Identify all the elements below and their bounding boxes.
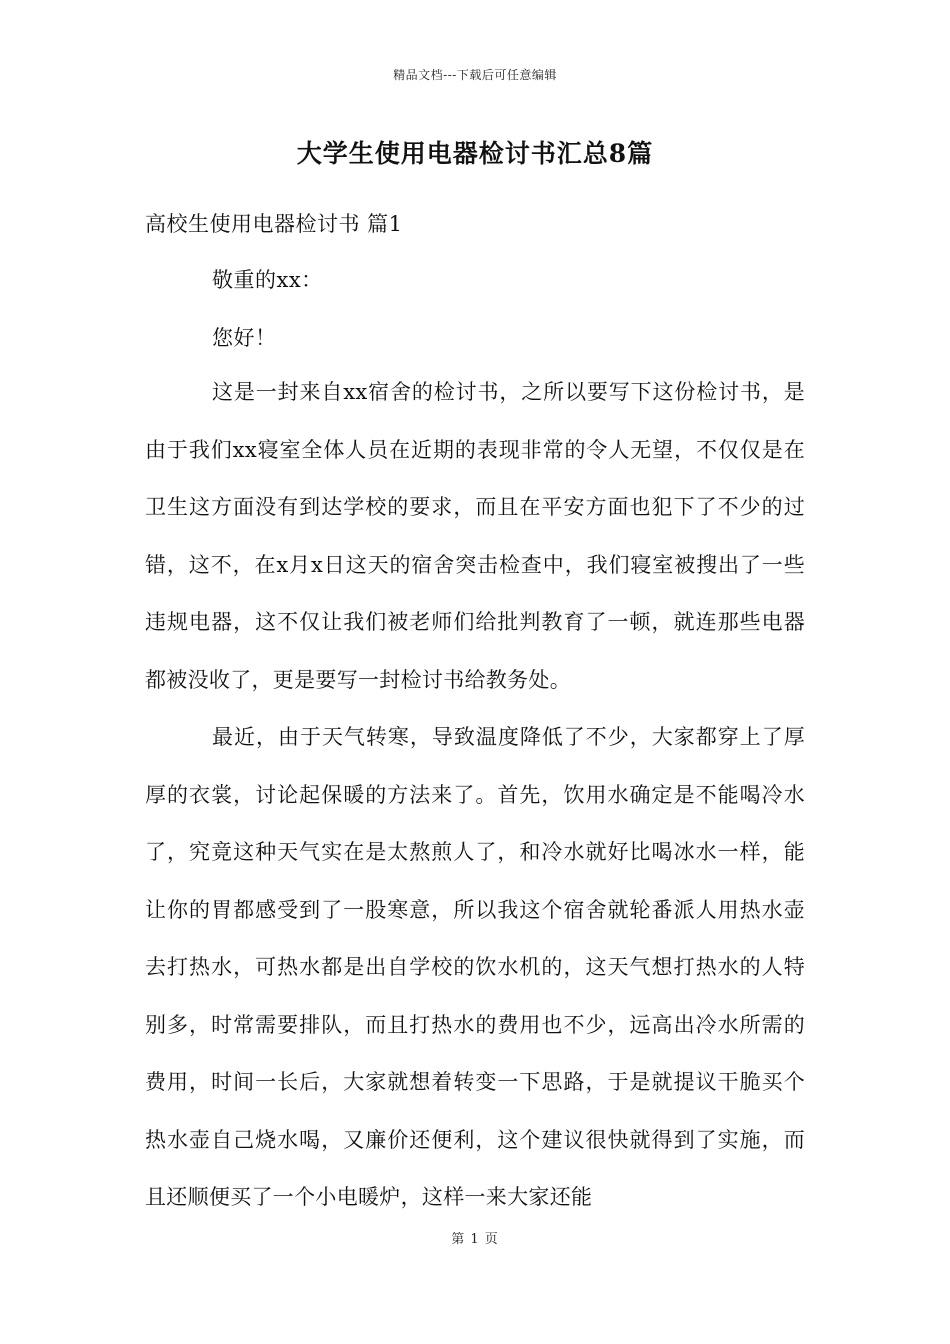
body-paragraph-1: 这是一封来自xx宿舍的检讨书，之所以要写下这份检讨书，是由于我们xx寝室全体人员在近期的表现非常的令人无望，不仅仅是在卫生这方面没有到达学校的要求，而且在平安方面也犯下了不少的过错，这不，在x月x日这天的宿舍突击检查中，我们寝室被搜出了一些违规电器，这不仅让我们被老师们给批判教育了一顿，就连那些电器都被没收了，更是要写一封检讨书给教务处。 bbox=[145, 380, 805, 692]
greeting: 您好！ bbox=[212, 326, 277, 350]
salutation: 敬重的xx： bbox=[212, 268, 323, 292]
page-number: 第 1 页 bbox=[451, 1232, 499, 1247]
body-paragraph-2: 最近，由于天气转寒，导致温度降低了不少，大家都穿上了厚厚的衣裳，讨论起保暖的方法来了。首先，饮用水确定是不能喝冷水了，究竟这种天气实在是太熬煎人了，和冷水就好比喝冰水一样，能让你的胃都感受到了一股寒意，所以我这个宿舍就轮番派人用热水壶去打热水，可热水都是出自学校的饮水机的，这天气想打热水的人特别多，时常需要排队，而且打热水的费用也不少，远高出冷水所需的费用，时间一长后，大家就想着转变一下思路，于是就提议干脆买个热水壶自己烧水喝，又廉价还便利，这个建议很快就得到了实施，而且还顺便买了一个小电暖炉，这样一来大家还能 bbox=[145, 725, 805, 1209]
document-title: 大学生使用电器检讨书汇总8篇 bbox=[296, 139, 654, 168]
section-heading: 高校生使用电器检讨书 篇1 bbox=[145, 212, 403, 236]
header-note: 精品文档---下载后可任意编辑 bbox=[393, 68, 557, 82]
